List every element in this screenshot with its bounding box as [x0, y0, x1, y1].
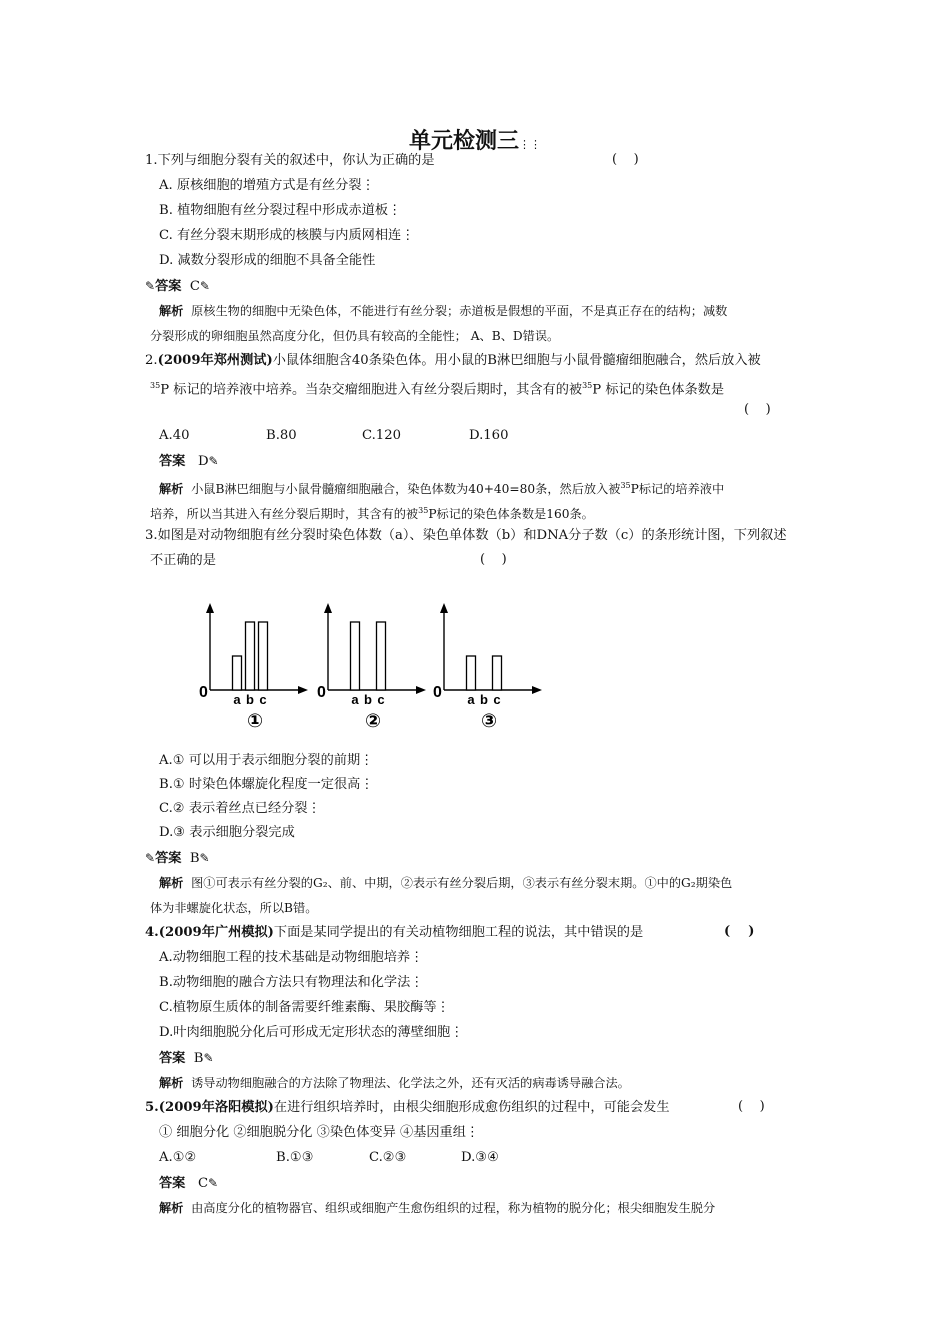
- zero-label: 0: [199, 684, 208, 701]
- y-axis-arrow: [324, 603, 332, 613]
- bar-charts: [195, 595, 555, 740]
- chart-label: ①: [246, 711, 264, 732]
- bar: [259, 622, 268, 690]
- category-label: b: [364, 692, 372, 707]
- bar: [233, 656, 242, 690]
- category-label: c: [377, 692, 385, 707]
- question-2-stem-cont: $^{35}$P 标记的培养液中培养。当杂交瘤细胞进入有丝分裂后期时，其含有的被$^{35}$P 标记的染色体条数是: [150, 381, 725, 398]
- leaf-icon: ✎: [203, 1051, 214, 1065]
- category-label: a: [351, 692, 359, 707]
- q1-answer: ✎答案 C✎: [145, 279, 210, 294]
- q3-option-a: A.① 可以用于表示细胞分裂的前期⋮: [159, 753, 374, 768]
- leaf-icon: ✎: [208, 454, 219, 468]
- q4-option-c: C.植物原生质体的制备需要纤维素酶、果胶酶等⋮: [159, 1000, 450, 1015]
- y-axis-arrow: [206, 603, 214, 613]
- x-axis-arrow: [532, 686, 542, 694]
- q5-analysis: 解析 由高度分化的植物器官、组织或细胞产生愈伤组织的过程，称为植物的脱分化；根尖细胞发生脱分: [159, 1201, 716, 1215]
- q5-options: A.①② B.①③ C.②③ D.③④: [159, 1150, 499, 1165]
- y-axis-arrow: [440, 603, 448, 613]
- x-axis-arrow: [298, 686, 308, 694]
- q4-option-b: B.动物细胞的融合方法只有物理法和化学法⋮: [159, 975, 424, 990]
- category-label: b: [246, 692, 254, 707]
- question-5-stem: 5.(2009年洛阳模拟)在进行组织培养时，由根尖细胞形成愈伤组织的过程中，可能会发生: [145, 1100, 670, 1115]
- q4-answer: 答案 B✎: [159, 1051, 214, 1066]
- page-title: 单元检测三⋮⋮: [408, 129, 541, 154]
- q1-option-d: D. 减数分裂形成的细胞不具备全能性: [159, 253, 376, 268]
- q3-analysis: 解析 图①可表示有丝分裂的G₂、前、中期，②表示有丝分裂后期，③表示有丝分裂末期。①中的G₂期染色: [159, 876, 733, 890]
- question-3-stem: 3.如图是对动物细胞有丝分裂时染色体数（a）、染色单体数（b）和DNA分子数（c）的条形统计图，下列叙述: [145, 528, 787, 543]
- bar: [351, 622, 360, 690]
- answer-paren: ( ): [738, 1099, 765, 1114]
- bar: [467, 656, 476, 690]
- q5-answer: 答案 C✎: [159, 1176, 219, 1191]
- chart-label: ③: [480, 711, 498, 732]
- leaf-icon: ✎: [199, 851, 210, 865]
- q1-option-a: A. 原核细胞的增殖方式是有丝分裂⋮: [159, 178, 375, 193]
- category-label: c: [493, 692, 501, 707]
- question-3-stem-cont: 不正确的是: [150, 553, 216, 568]
- q2-options: A.40 B.80 C.120 D.160: [159, 428, 509, 443]
- leaf-icon: ✎: [145, 279, 156, 293]
- q1-option-c: C. 有丝分裂末期形成的核膜与内质网相连⋮: [159, 228, 415, 243]
- q3-option-d: D.③ 表示细胞分裂完成: [159, 825, 295, 840]
- leaf-icon: ✎: [208, 1176, 219, 1190]
- leaf-icon: ✎: [145, 851, 156, 865]
- zero-label: 0: [317, 684, 326, 701]
- q3-option-b: B.① 时染色体螺旋化程度一定很高⋮: [159, 777, 374, 792]
- q2-analysis-cont: 培养，所以当其进入有丝分裂后期时，其含有的被$^{35}$P标记的染色体条数是160条。: [150, 506, 594, 522]
- q4-option-d: D.叶肉细胞脱分化后可形成无定形状态的薄壁细胞⋮: [159, 1025, 464, 1040]
- q3-answer: ✎答案 B✎: [145, 851, 210, 866]
- answer-paren: ( ): [744, 402, 771, 417]
- x-axis-arrow: [416, 686, 426, 694]
- bar: [246, 622, 255, 690]
- category-label: a: [467, 692, 475, 707]
- q5-items: ① 细胞分化 ②细胞脱分化 ③染色体变异 ④基因重组⋮: [159, 1125, 480, 1140]
- zero-label: 0: [433, 684, 442, 701]
- q2-answer: 答案 D✎: [159, 454, 219, 469]
- q4-analysis: 解析 诱导动物细胞融合的方法除了物理法、化学法之外，还有灭活的病毒诱导融合法。: [159, 1076, 630, 1090]
- category-label: c: [259, 692, 267, 707]
- bar: [377, 622, 386, 690]
- category-label: b: [480, 692, 488, 707]
- q1-analysis: 解析 原核生物的细胞中无染色体，不能进行有丝分裂；赤道板是假想的平面，不是真正存在的结构；减数: [159, 304, 728, 318]
- answer-paren: ( ): [612, 152, 639, 167]
- q2-analysis: 解析 小鼠B淋巴细胞与小鼠骨髓瘤细胞融合，染色体数为40+40=80条，然后放入被$^{35}$P标记的培养液中: [159, 481, 725, 497]
- leaf-icon: ✎: [199, 279, 210, 293]
- answer-paren: ( ): [724, 924, 755, 939]
- question-4-stem: 4.(2009年广州模拟)下面是某同学提出的有关动植物细胞工程的说法，其中错误的是: [145, 925, 644, 940]
- question-1-stem: 1.下列与细胞分裂有关的叙述中，你认为正确的是: [145, 153, 435, 168]
- chart-label: ②: [364, 711, 382, 732]
- q1-option-b: B. 植物细胞有丝分裂过程中形成赤道板⋮: [159, 203, 402, 218]
- q3-option-c: C.② 表示着丝点已经分裂⋮: [159, 801, 321, 816]
- question-2-stem: 2.(2009年郑州测试)小鼠体细胞含40条染色体。用小鼠的B淋巴细胞与小鼠骨髓瘤细胞融合，然后放入被: [145, 353, 761, 368]
- q4-option-a: A.动物细胞工程的技术基础是动物细胞培养⋮: [159, 950, 424, 965]
- q3-analysis-cont: 体为非螺旋化状态，所以B错。: [150, 901, 318, 915]
- category-label: a: [233, 692, 241, 707]
- bar: [493, 656, 502, 690]
- answer-paren: ( ): [480, 552, 507, 567]
- q1-analysis-cont: 分裂形成的卵细胞虽然高度分化，但仍具有较高的全能性； A、B、D错误。: [150, 329, 560, 343]
